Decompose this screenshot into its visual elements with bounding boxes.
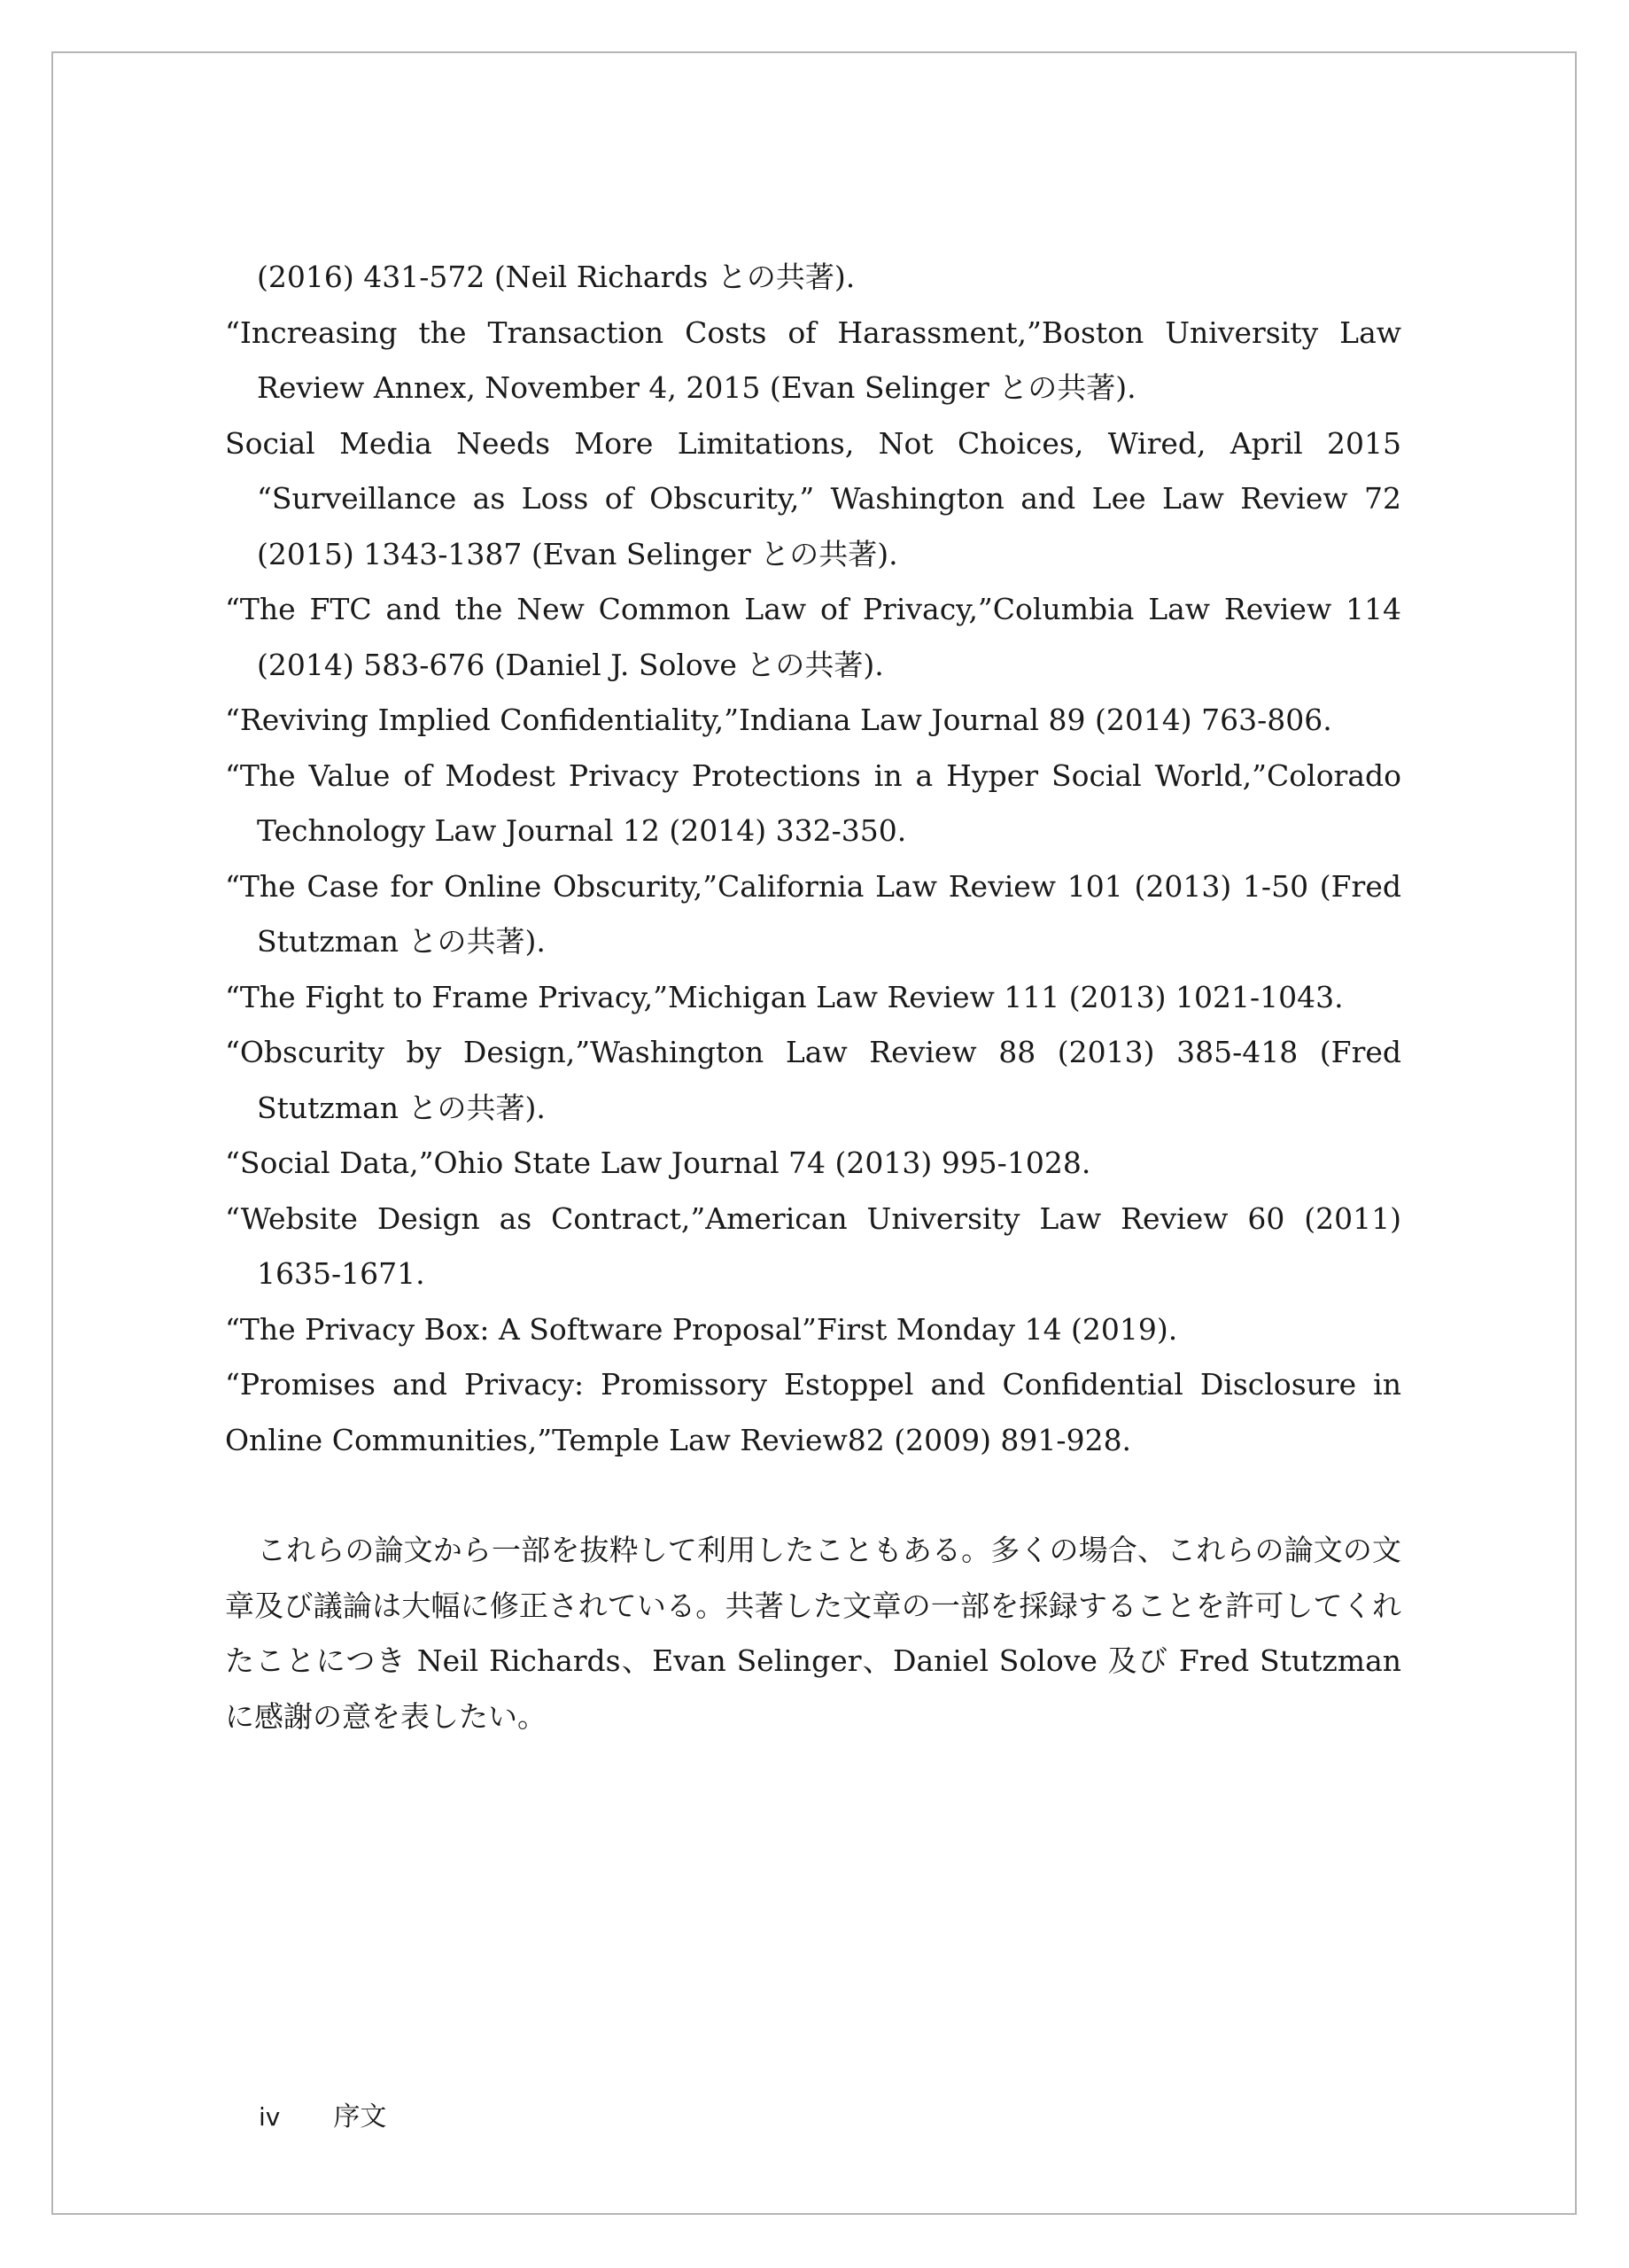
page-content <box>225 250 1401 1774</box>
reference-item: “Obscurity by Design,”Washington Law Review 88 (2013) 385-418 (Fred Stutzman との共著). <box>225 1035 1401 1125</box>
reference-item: “The Privacy Box: A Software Proposal”First Monday 14 (2019). <box>225 1311 1178 1347</box>
reference-item: “The Fight to Frame Privacy,”Michigan Law Review 111 (2013) 1021-1043. <box>225 979 1344 1014</box>
reference-item: “Reviving Implied Confidentiality,”Indiana Law Journal 89 (2014) 763-806. <box>225 703 1332 737</box>
reference-item: “The Case for Online Obscurity,”California Law Review 101 (2013) 1-50 (Fred Stutzman との共著). <box>225 868 1401 959</box>
reference-item: “Social Data,”Ohio State Law Journal 74 (2013) 995-1028. <box>225 1146 1091 1180</box>
page-number: iv <box>259 2102 281 2132</box>
reference-item: “The Value of Modest Privacy Protections in a Hyper Social World,”Colorado Technology Law Journal 12 (2014) 332-350. <box>225 757 1401 848</box>
acknowledgement-paragraph: これらの論文から一部を抜粋して利用したこともある。多くの場合、これらの論文の文章及び議論は大幅に修正されている。共著した文章の一部を採録することを許可してくれたことにつき Neil Richards、Evan Selinger、Daniel Solove 及び Fred Stutzman に感謝の意を表したい。 <box>225 1533 1402 1734</box>
running-section-title: 序文 <box>333 2101 387 2132</box>
reference-item: Social Media Needs More Limitations, Not Choices, Wired, April 2015 “Surveillance as Loss of Obscurity,” Washington and Lee Law Review 72 (2015) 1343-1387 (Evan Selinger との共著). <box>225 425 1401 571</box>
reference-item: “Promises and Privacy: Promissory Estoppel and Confidential Disclosure in Online Communities,”Temple Law Review82 (2009) 891-928. <box>225 1367 1401 1457</box>
reference-item: “The FTC and the New Common Law of Privacy,”Columbia Law Review 114 (2014) 583-676 (Daniel J. Solove との共著). <box>225 592 1401 682</box>
reference-item: “Increasing the Transaction Costs of Harassment,”Boston University Law Review Annex, November 4, 2015 (Evan Selinger との共著). <box>225 315 1401 405</box>
page-footer <box>259 2100 386 2135</box>
reference-item: “Website Design as Contract,”American University Law Review 60 (2011) 1635-1671. <box>225 1200 1401 1291</box>
reference-list <box>225 250 1401 1468</box>
reference-item: (2016) 431-572 (Neil Richards との共著). <box>257 260 856 294</box>
